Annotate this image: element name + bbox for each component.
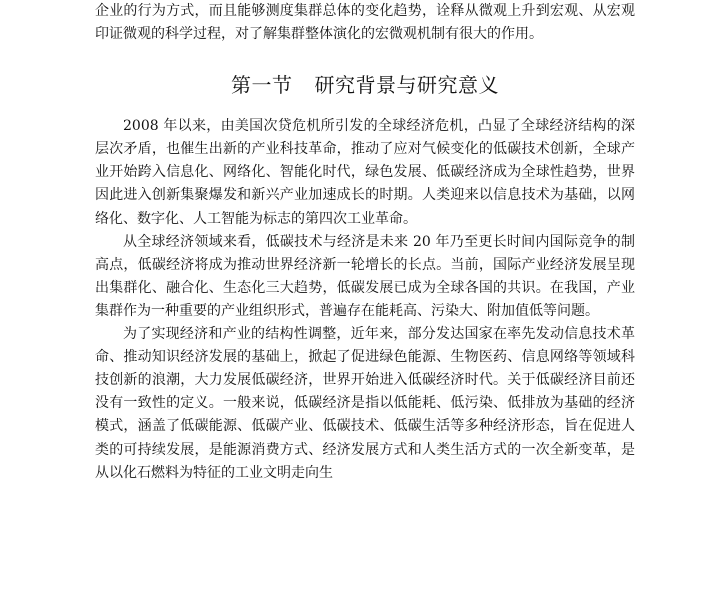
document-page xyxy=(95,0,635,485)
body-paragraph-3: 为了实现经济和产业的结构性调整，近年来，部分发达国家在率先发动信息技术革命、推动知识经济发展的基础上，掀起了促进绿色能源、生物医药、信息网络等领域科技创新的浪潮，大力发展低碳经济，世界开始进入低碳经济时代。关于低碳经济目前还没有一致性的定义。一般来说，低碳经济是指以低能耗、低污染、低排放为基础的经济模式，涵盖了低碳能源、低碳产业、低碳技术、低碳生活等多种经济形态，旨在促进人类的可持续发展，是能源消费方式、经济发展方式和人类生活方式的一次全新变革，是从以化石燃料为特征的工业文明走向生 xyxy=(95,326,635,481)
section-title: 研究背景与研究意义 xyxy=(314,73,499,98)
body-paragraph-2: 从全球经济领域来看，低碳技术与经济是未来 20 年乃至更长时间内国际竞争的制高点，低碳经济将成为推动世界经济新一轮增长的长点。当前，国际产业经济发展呈现出集群化、融合化、生态化三大趋势，低碳发展已成为全球各国的共识。在我国，产业集群作为一种重要的产业组织形式，普遍存在能耗高、污染大、附加值低等问题。 xyxy=(95,233,635,319)
body-paragraph-1: 2008 年以来，由美国次贷危机所引发的全球经济危机，凸显了全球经济结构的深层次矛盾，也催生出新的产业科技革命，推动了应对气候变化的低碳技术创新，全球产业开始跨入信息化、网络化、智能化时代，绿色发展、低碳经济成为全球性趋势，世界因此进入创新集聚爆发和新兴产业加速成长的时期。人类迎来以信息技术为基础，以网络化、数字化、人工智能为标志的第四次工业革命。 xyxy=(95,118,635,227)
section-number: 第一节 xyxy=(231,73,293,98)
section-heading xyxy=(95,71,635,99)
carryover-paragraph: 企业的行为方式，而且能够测度集群总体的变化趋势，诠释从微观上升到宏观、从宏观印证微观的科学过程，对了解集群整体演化的宏微观机制有很大的作用。 xyxy=(95,3,635,43)
